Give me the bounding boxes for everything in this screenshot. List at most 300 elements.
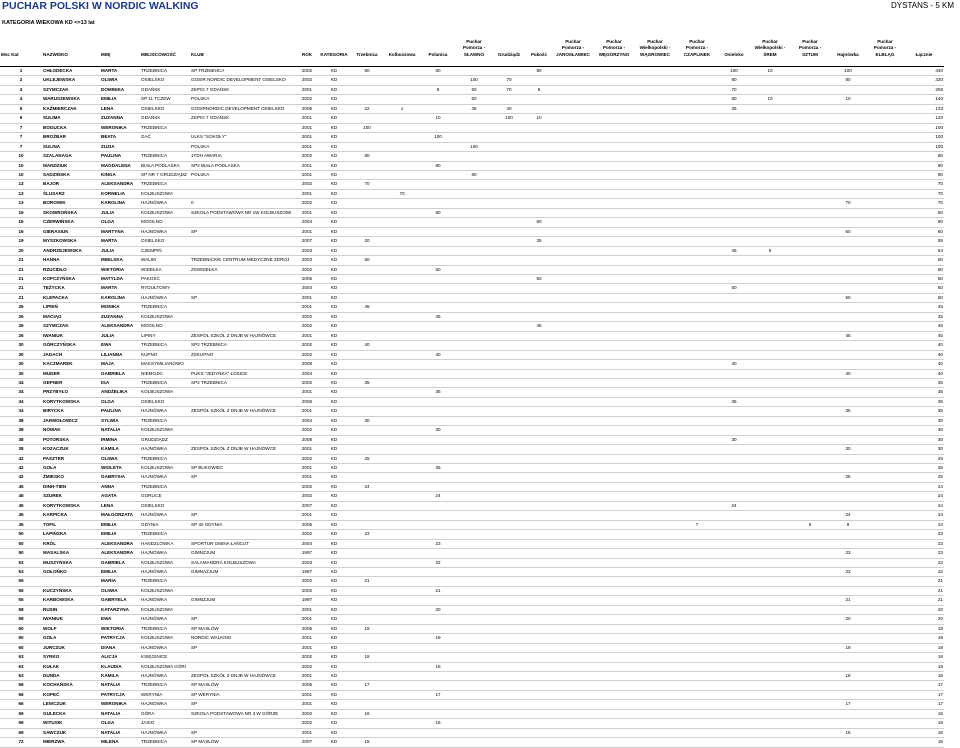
score-cell-trzebnica	[350, 227, 384, 236]
score-cell-hajnowka: 50	[830, 293, 866, 302]
score-cell-trzebnica	[350, 274, 384, 283]
score-cell-p-srem	[750, 407, 790, 416]
place-cell: 10	[0, 152, 42, 161]
city-cell: TRZEBNICA	[140, 624, 190, 633]
score-cell-p-jaroslawiec	[552, 577, 594, 586]
city-cell: HAJNÓWKA	[140, 728, 190, 737]
score-cell-p-wegorzyno	[594, 104, 634, 113]
table-row	[0, 643, 944, 652]
score-cell-grudziadz	[492, 407, 526, 416]
total-cell: 80	[904, 170, 944, 179]
score-cell-polanica	[420, 577, 456, 586]
score-cell-pakosc	[526, 520, 552, 529]
name-cell: SYLWIA	[100, 416, 140, 425]
score-cell-p-srem	[750, 284, 790, 293]
surname-cell: SZUREK	[42, 492, 100, 501]
score-cell-osielsko	[718, 341, 750, 350]
place-cell: 55	[0, 577, 42, 586]
place-cell: 34	[0, 407, 42, 416]
club-cell: POLSKA	[190, 95, 296, 104]
score-cell-p-wagrowiec	[634, 681, 676, 690]
score-cell-p-sztum	[790, 454, 830, 463]
place-cell: 45	[0, 501, 42, 510]
surname-cell: KARBOWSKA	[42, 596, 100, 605]
year-cell: 2001	[296, 407, 318, 416]
score-cell-hajnowka: 40	[830, 369, 866, 378]
score-cell-p-wegorzyno	[594, 539, 634, 548]
surname-cell: IWANIUK	[42, 615, 100, 624]
score-cell-trzebnica: 22	[350, 104, 384, 113]
score-cell-osielsko	[718, 719, 750, 728]
surname-cell: JADACH	[42, 350, 100, 359]
total-cell: 24	[904, 501, 944, 510]
surname-cell: GÓRCZYŃSKA	[42, 341, 100, 350]
place-cell: 60	[0, 643, 42, 652]
city-cell: KOLBUSZOWA GÓRI	[140, 662, 190, 671]
score-cell-grudziadz	[492, 170, 526, 179]
score-cell-pakosc	[526, 180, 552, 189]
score-cell-p-jaroslawiec	[552, 76, 594, 85]
club-cell	[190, 482, 296, 491]
score-cell-polanica: 16	[420, 719, 456, 728]
score-cell-p-czaplinek	[676, 161, 718, 170]
year-cell: 2002	[296, 67, 318, 76]
score-cell-hajnowka	[830, 218, 866, 227]
city-cell: OSIELSKO	[140, 501, 190, 510]
score-cell-hajnowka: 17	[830, 700, 866, 709]
name-cell: NATALIA	[100, 709, 140, 718]
score-cell-grudziadz	[492, 464, 526, 473]
score-cell-hajnowka: 100	[830, 67, 866, 76]
score-cell-p-wegorzyno	[594, 435, 634, 444]
score-cell-grudziadz	[492, 303, 526, 312]
place-cell: 5	[0, 104, 42, 113]
category-cell: KD	[318, 161, 350, 170]
score-cell-polanica	[420, 369, 456, 378]
score-cell-pakosc	[526, 653, 552, 662]
score-cell-p-wegorzyno	[594, 549, 634, 558]
score-cell-trzebnica	[350, 520, 384, 529]
score-cell-grudziadz	[492, 142, 526, 151]
total-cell: 140	[904, 95, 944, 104]
table-row	[0, 672, 944, 681]
score-cell-p-slawno	[456, 189, 492, 198]
score-cell-p-srem	[750, 672, 790, 681]
score-cell-p-wagrowiec	[634, 586, 676, 595]
score-cell-p-sztum	[790, 388, 830, 397]
place-cell: 26	[0, 303, 42, 312]
score-cell-polanica: 22	[420, 558, 456, 567]
score-cell-p-wagrowiec	[634, 426, 676, 435]
score-cell-p-sztum	[790, 322, 830, 331]
name-cell: JULIA	[100, 246, 140, 255]
score-cell-p-slawno	[456, 690, 492, 699]
total-cell: 45	[904, 312, 944, 321]
score-cell-p-czaplinek	[676, 350, 718, 359]
score-cell-trzebnica	[350, 728, 384, 737]
score-cell-p-slawno	[456, 416, 492, 425]
club-cell	[190, 388, 296, 397]
year-cell: 2001	[296, 511, 318, 520]
score-cell-p-slawno: 80	[456, 170, 492, 179]
score-cell-p-czaplinek	[676, 378, 718, 387]
score-cell-p-sztum	[790, 378, 830, 387]
score-cell-polanica	[420, 624, 456, 633]
score-cell-p-wagrowiec	[634, 492, 676, 501]
name-cell: LILIANNA	[100, 350, 140, 359]
score-cell-hajnowka	[830, 492, 866, 501]
score-cell-trzebnica	[350, 142, 384, 151]
year-cell: 2001	[296, 227, 318, 236]
surname-cell: BOGUCKA	[42, 123, 100, 132]
score-cell-trzebnica	[350, 312, 384, 321]
place-cell: 26	[0, 322, 42, 331]
score-cell-kolbuszowa	[384, 274, 420, 283]
score-cell-p-wegorzyno	[594, 303, 634, 312]
place-cell: 50	[0, 530, 42, 539]
surname-cell: POTORSKA	[42, 435, 100, 444]
place-cell: 16	[0, 227, 42, 236]
score-cell-osielsko	[718, 312, 750, 321]
score-cell-pakosc	[526, 643, 552, 652]
name-cell: LENA	[100, 104, 140, 113]
surname-cell: GEPNER	[42, 378, 100, 387]
score-cell-grudziadz	[492, 738, 526, 747]
score-cell-osielsko	[718, 123, 750, 132]
score-cell-polanica	[420, 180, 456, 189]
city-cell: RYDUŁTOWY	[140, 284, 190, 293]
score-cell-pakosc	[526, 265, 552, 274]
name-cell: DIANA	[100, 643, 140, 652]
year-cell: 2002	[296, 312, 318, 321]
club-cell: SALAMANDRA KOLBUSZOWA	[190, 558, 296, 567]
score-cell-p-slawno	[456, 520, 492, 529]
name-cell: DOMINIKA	[100, 85, 140, 94]
score-cell-p-czaplinek	[676, 719, 718, 728]
club-cell: NORDIC WALKING	[190, 634, 296, 643]
year-cell: 2008	[296, 360, 318, 369]
distance-label: DYSTANS - 5 KM	[891, 1, 954, 10]
score-cell-grudziadz	[492, 662, 526, 671]
score-cell-p-wagrowiec	[634, 643, 676, 652]
score-cell-p-srem	[750, 322, 790, 331]
score-cell-p-sztum	[790, 473, 830, 482]
place-cell: 66	[0, 681, 42, 690]
score-cell-osielsko	[718, 492, 750, 501]
score-cell-trzebnica: 60	[350, 67, 384, 76]
score-cell-kolbuszowa	[384, 672, 420, 681]
score-cell-p-wagrowiec	[634, 76, 676, 85]
category-cell: KD	[318, 303, 350, 312]
score-cell-p-srem	[750, 454, 790, 463]
score-cell-pakosc	[526, 104, 552, 113]
score-cell-p-czaplinek	[676, 312, 718, 321]
score-cell-grudziadz	[492, 133, 526, 142]
year-cell: 2001	[296, 700, 318, 709]
score-cell-p-slawno	[456, 605, 492, 614]
score-cell-p-elblag	[866, 407, 904, 416]
document-title: PUCHAR POLSKI W NORDIC WALKING	[2, 0, 199, 12]
score-cell-polanica: 10	[420, 114, 456, 123]
score-cell-polanica: 30	[420, 426, 456, 435]
name-cell: MAŁGORZATA	[100, 511, 140, 520]
score-cell-p-elblag	[866, 189, 904, 198]
club-cell: SP MASŁÓW	[190, 681, 296, 690]
score-cell-p-srem	[750, 719, 790, 728]
score-cell-trzebnica	[350, 95, 384, 104]
score-cell-p-slawno	[456, 341, 492, 350]
city-cell: TRZEBNICA	[140, 454, 190, 463]
score-cell-pakosc	[526, 596, 552, 605]
city-cell: HAJNÓWKA	[140, 568, 190, 577]
club-cell	[190, 530, 296, 539]
score-cell-p-elblag	[866, 653, 904, 662]
score-cell-p-czaplinek	[676, 246, 718, 255]
score-cell-p-slawno: 100	[456, 76, 492, 85]
surname-cell: SKOWROŃSKA	[42, 208, 100, 217]
score-cell-p-wagrowiec	[634, 350, 676, 359]
city-cell: KOLBUSZOWA	[140, 605, 190, 614]
score-cell-trzebnica: 23	[350, 530, 384, 539]
club-cell	[190, 605, 296, 614]
score-cell-p-slawno	[456, 67, 492, 76]
score-cell-p-wagrowiec	[634, 312, 676, 321]
score-cell-p-czaplinek	[676, 662, 718, 671]
score-cell-p-sztum	[790, 624, 830, 633]
table-row	[0, 76, 944, 85]
col-surname: NAZWISKO	[43, 51, 69, 57]
score-cell-hajnowka	[830, 85, 866, 94]
score-cell-grudziadz	[492, 473, 526, 482]
score-cell-p-slawno	[456, 672, 492, 681]
score-cell-p-sztum	[790, 265, 830, 274]
score-cell-p-wagrowiec	[634, 653, 676, 662]
table-row	[0, 397, 944, 406]
score-cell-p-wagrowiec	[634, 464, 676, 473]
place-cell: 6	[0, 114, 42, 123]
year-cell: 2002	[296, 719, 318, 728]
score-cell-polanica	[420, 416, 456, 425]
year-cell: 2001	[296, 114, 318, 123]
score-cell-kolbuszowa	[384, 738, 420, 747]
table-row	[0, 492, 944, 501]
score-cell-pakosc	[526, 738, 552, 747]
score-cell-grudziadz	[492, 728, 526, 737]
score-cell-p-jaroslawiec	[552, 331, 594, 340]
year-cell: 2001	[296, 293, 318, 302]
score-cell-p-sztum	[790, 586, 830, 595]
score-cell-trzebnica	[350, 690, 384, 699]
score-cell-polanica	[420, 520, 456, 529]
score-cell-p-slawno	[456, 624, 492, 633]
score-cell-p-wegorzyno	[594, 634, 634, 643]
score-cell-p-sztum	[790, 416, 830, 425]
score-cell-p-czaplinek	[676, 473, 718, 482]
city-cell: KOLBUSZOWA	[140, 586, 190, 595]
score-cell-p-elblag	[866, 690, 904, 699]
score-cell-polanica	[420, 435, 456, 444]
club-cell	[190, 189, 296, 198]
score-cell-polanica	[420, 397, 456, 406]
score-cell-polanica	[420, 170, 456, 179]
score-cell-p-wagrowiec	[634, 114, 676, 123]
score-cell-osielsko: 25	[718, 104, 750, 113]
surname-cell: LIPIEŃ	[42, 303, 100, 312]
surname-cell: DUNDA	[42, 672, 100, 681]
table-row	[0, 142, 944, 151]
score-cell-grudziadz	[492, 426, 526, 435]
score-cell-p-jaroslawiec	[552, 284, 594, 293]
score-cell-osielsko	[718, 350, 750, 359]
score-cell-p-jaroslawiec	[552, 615, 594, 624]
score-cell-p-czaplinek	[676, 114, 718, 123]
score-cell-p-srem	[750, 558, 790, 567]
place-cell: 50	[0, 549, 42, 558]
score-cell-p-slawno	[456, 549, 492, 558]
club-cell	[190, 246, 296, 255]
score-cell-p-wegorzyno	[594, 728, 634, 737]
place-cell: 53	[0, 568, 42, 577]
score-cell-p-wegorzyno	[594, 690, 634, 699]
score-cell-p-wagrowiec	[634, 530, 676, 539]
score-cell-p-wagrowiec	[634, 690, 676, 699]
category-cell: KD	[318, 246, 350, 255]
score-cell-p-elblag	[866, 568, 904, 577]
table-row	[0, 473, 944, 482]
name-cell: ALEKSANDRA	[100, 539, 140, 548]
total-cell: 430	[904, 67, 944, 76]
score-cell-osielsko	[718, 653, 750, 662]
name-cell: OLGA	[100, 218, 140, 227]
city-cell: HAJNÓWKA	[140, 445, 190, 454]
total-cell: 60	[904, 227, 944, 236]
name-cell: PAULINA	[100, 152, 140, 161]
score-cell-pakosc: 60	[526, 218, 552, 227]
place-cell: 30	[0, 360, 42, 369]
score-cell-osielsko	[718, 208, 750, 217]
score-cell-p-wegorzyno	[594, 426, 634, 435]
total-cell: 100	[904, 142, 944, 151]
year-cell: 2001	[296, 643, 318, 652]
total-cell: 20	[904, 615, 944, 624]
score-cell-hajnowka	[830, 152, 866, 161]
score-cell-p-wagrowiec	[634, 67, 676, 76]
club-cell: POLSKA	[190, 142, 296, 151]
score-cell-pakosc	[526, 482, 552, 491]
table-row	[0, 284, 944, 293]
score-cell-polanica: 50	[420, 265, 456, 274]
table-row	[0, 350, 944, 359]
score-cell-p-wegorzyno	[594, 709, 634, 718]
score-cell-pakosc	[526, 284, 552, 293]
year-cell: 2007	[296, 501, 318, 510]
score-cell-hajnowka: 70	[830, 199, 866, 208]
score-cell-p-sztum	[790, 662, 830, 671]
score-cell-p-wagrowiec	[634, 189, 676, 198]
surname-cell: BAJOR	[42, 180, 100, 189]
score-cell-trzebnica	[350, 586, 384, 595]
name-cell: JULIA	[100, 331, 140, 340]
score-cell-grudziadz	[492, 161, 526, 170]
city-cell: HAJNÓWKA	[140, 672, 190, 681]
year-cell: 2002	[296, 152, 318, 161]
col-city: MIEJSCOWOŚĆ	[141, 51, 176, 57]
score-cell-p-sztum	[790, 85, 830, 94]
score-cell-grudziadz	[492, 95, 526, 104]
score-cell-p-wegorzyno	[594, 605, 634, 614]
score-cell-p-wagrowiec	[634, 208, 676, 217]
club-cell: SP TRZEBNICA	[190, 67, 296, 76]
table-row	[0, 312, 944, 321]
score-cell-grudziadz	[492, 681, 526, 690]
place-cell: 53	[0, 558, 42, 567]
surname-cell: NOWAK	[42, 426, 100, 435]
year-cell: 2001	[296, 142, 318, 151]
score-cell-p-sztum	[790, 596, 830, 605]
score-cell-p-sztum	[790, 615, 830, 624]
score-cell-trzebnica	[350, 246, 384, 255]
score-cell-p-jaroslawiec	[552, 511, 594, 520]
surname-cell: RUSIN	[42, 605, 100, 614]
score-cell-osielsko	[718, 378, 750, 387]
table-row	[0, 454, 944, 463]
score-cell-p-srem	[750, 369, 790, 378]
total-cell: 100	[904, 123, 944, 132]
year-cell: 2002	[296, 180, 318, 189]
total-cell: 60	[904, 208, 944, 217]
name-cell: WIOLETA	[100, 464, 140, 473]
score-cell-hajnowka: 23	[830, 549, 866, 558]
score-cell-p-wegorzyno	[594, 511, 634, 520]
score-cell-osielsko	[718, 322, 750, 331]
place-cell: 50	[0, 539, 42, 548]
score-cell-p-wegorzyno	[594, 388, 634, 397]
score-cell-pakosc	[526, 681, 552, 690]
score-cell-p-jaroslawiec	[552, 237, 594, 246]
name-cell: OLIWIA	[100, 454, 140, 463]
score-cell-osielsko	[718, 189, 750, 198]
city-cell	[140, 142, 190, 151]
place-cell: 20	[0, 246, 42, 255]
score-cell-pakosc	[526, 341, 552, 350]
score-cell-polanica	[420, 76, 456, 85]
place-cell: 3	[0, 85, 42, 94]
score-cell-kolbuszowa	[384, 558, 420, 567]
score-cell-p-slawno	[456, 586, 492, 595]
club-cell	[190, 274, 296, 283]
city-cell: KOLBUSZOWA	[140, 558, 190, 567]
name-cell: WIKTORIA	[100, 624, 140, 633]
city-cell: CZEMPIŃ	[140, 246, 190, 255]
score-cell-polanica	[420, 445, 456, 454]
col-pakosc: Pakość	[530, 51, 548, 57]
score-cell-p-wagrowiec	[634, 709, 676, 718]
score-cell-p-wegorzyno	[594, 95, 634, 104]
score-cell-grudziadz	[492, 501, 526, 510]
score-cell-p-jaroslawiec	[552, 350, 594, 359]
table-row	[0, 482, 944, 491]
score-cell-pakosc	[526, 133, 552, 142]
score-cell-pakosc	[526, 615, 552, 624]
name-cell: MARTA	[100, 284, 140, 293]
score-cell-p-slawno	[456, 133, 492, 142]
score-cell-p-czaplinek	[676, 407, 718, 416]
score-cell-p-slawno	[456, 303, 492, 312]
score-cell-p-slawno	[456, 464, 492, 473]
place-cell: 45	[0, 511, 42, 520]
score-cell-osielsko	[718, 482, 750, 491]
score-cell-kolbuszowa	[384, 549, 420, 558]
